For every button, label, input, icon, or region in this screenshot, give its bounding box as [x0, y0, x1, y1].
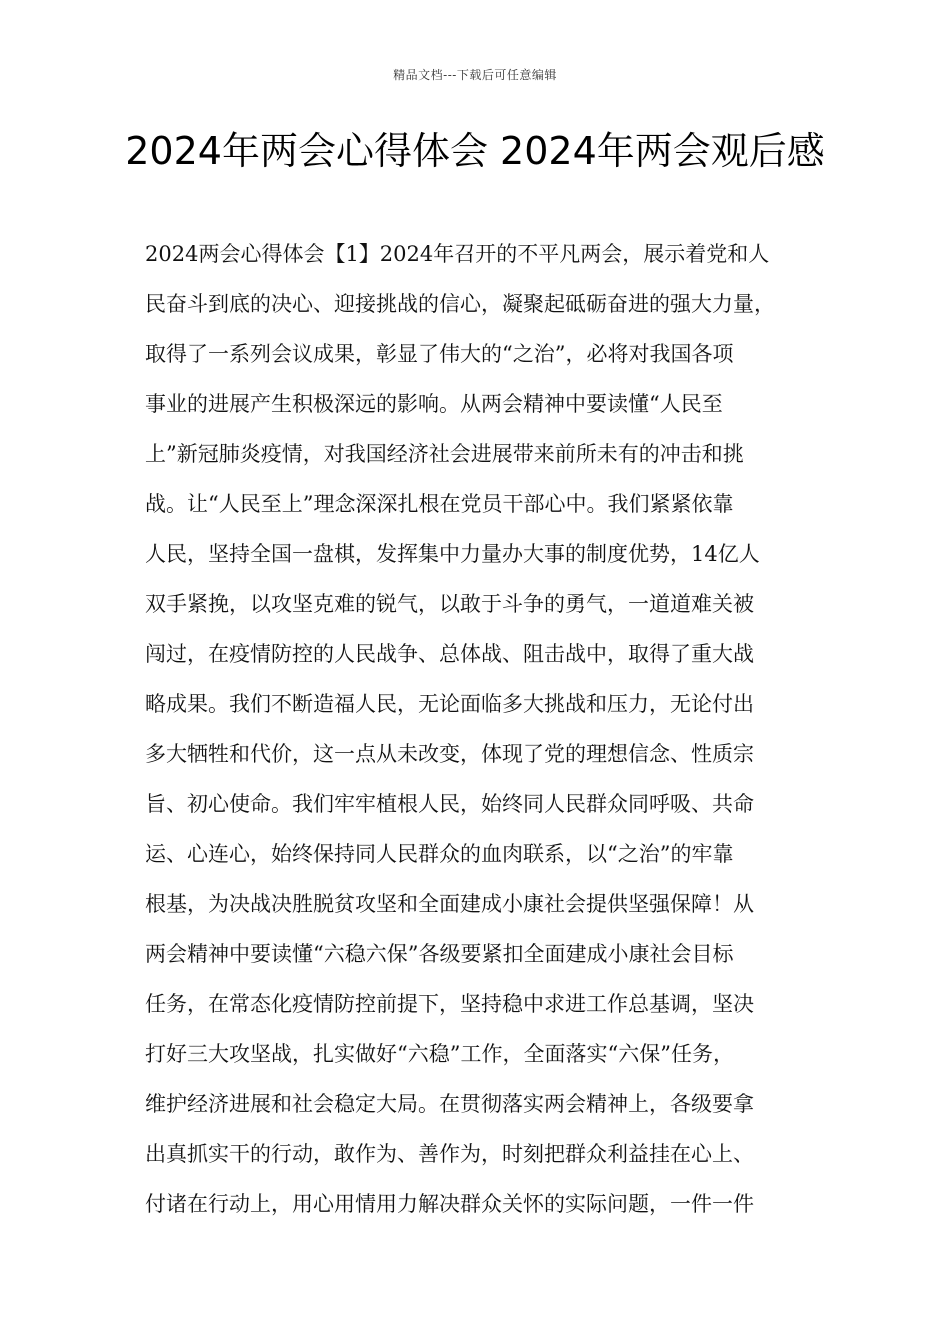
body-line: 运、心连心，始终保持同人民群众的血肉联系，以“之治”的牢靠: [145, 842, 734, 866]
document-title: 2024年两会心得体会 2024年两会观后感: [125, 129, 825, 173]
body-line: 2024两会心得体会【1】2024年召开的不平凡两会，展示着党和人: [145, 242, 770, 266]
body-line: 出真抓实干的行动，敢作为、善作为，时刻把群众利益挂在心上、: [145, 1142, 754, 1166]
body-line: 付诸在行动上，用心用情用力解决群众关怀的实际问题，一件一件: [145, 1192, 754, 1216]
body-line: 上”新冠肺炎疫情，对我国经济社会进展带来前所未有的冲击和挑: [145, 442, 744, 466]
body-line: 两会精神中要读懂“六稳六保”各级要紧扣全面建成小康社会目标: [145, 942, 734, 966]
body-line: 双手紧挽，以攻坚克难的锐气，以敢于斗争的勇气，一道道难关被: [145, 592, 754, 616]
body-line: 战。让“人民至上”理念深深扎根在党员干部心中。我们紧紧依靠: [145, 492, 734, 516]
body-line: 打好三大攻坚战，扎实做好“六稳”工作，全面落实“六保”任务，: [145, 1042, 734, 1066]
body-line: 民奋斗到底的决心、迎接挑战的信心，凝聚起砥砺奋进的强大力量，: [145, 292, 775, 316]
body-line: 事业的进展产生积极深远的影响。从两会精神中要读懂“人民至: [145, 392, 723, 416]
body-line: 略成果。我们不断造福人民，无论面临多大挑战和压力，无论付出: [145, 692, 754, 716]
header-note: 精品文档---下载后可任意编辑: [393, 68, 557, 82]
body-line: 多大牺牲和代价，这一点从未改变，体现了党的理想信念、性质宗: [145, 742, 754, 766]
body-line: 取得了一系列会议成果，彰显了伟大的“之治”，必将对我国各项: [145, 342, 734, 366]
body-line: 闯过，在疫情防控的人民战争、总体战、阻击战中，取得了重大战: [145, 642, 754, 666]
body-line: 任务，在常态化疫情防控前提下，坚持稳中求进工作总基调，坚决: [145, 992, 754, 1016]
body-text: [145, 229, 825, 1229]
body-line: 根基，为决战决胜脱贫攻坚和全面建成小康社会提供坚强保障！从: [145, 892, 754, 916]
body-line: 维护经济进展和社会稳定大局。在贯彻落实两会精神上，各级要拿: [145, 1092, 754, 1116]
body-line: 人民，坚持全国一盘棋，发挥集中力量办大事的制度优势，14亿人: [145, 542, 760, 566]
body-line: 旨、初心使命。我们牢牢植根人民，始终同人民群众同呼吸、共命: [145, 792, 754, 816]
